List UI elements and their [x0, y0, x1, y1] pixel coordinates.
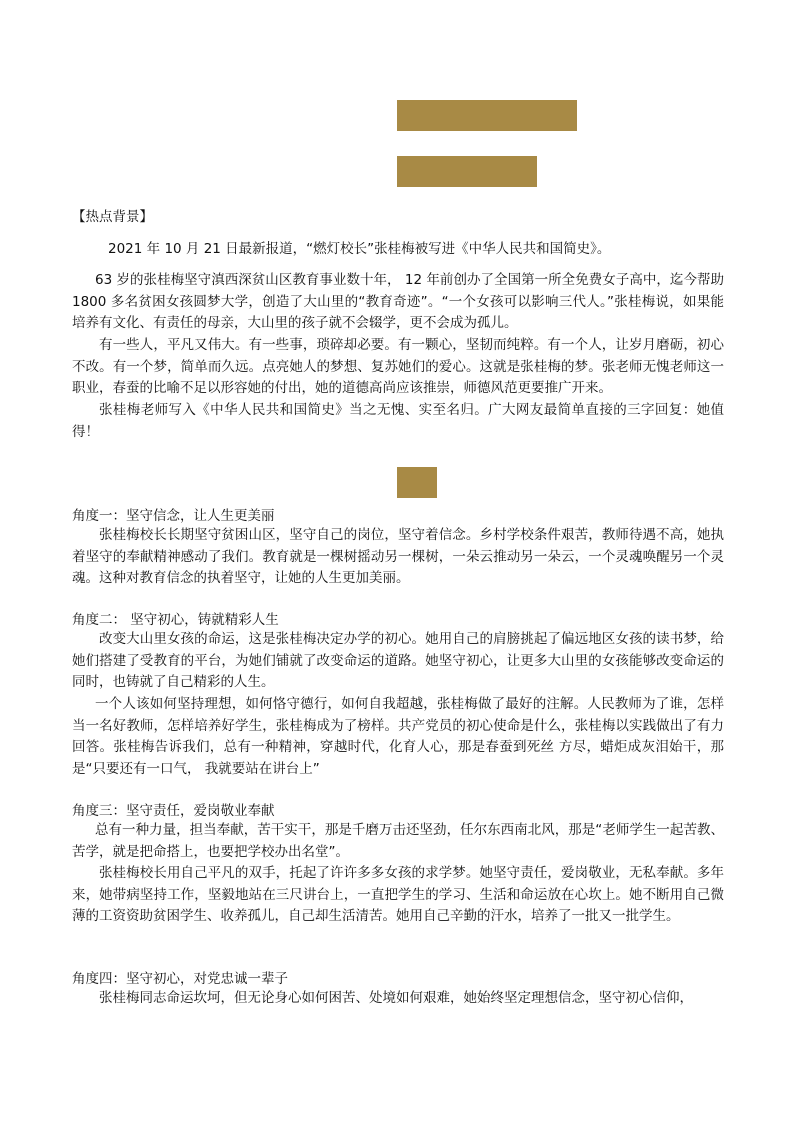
angle-2-paragraph-2: 一个人该如何坚持理想，如何恪守德行，如何自我超越，张桂梅做了最好的注解。人民教师为了谁，怎样当一名好教师，怎样培养好学生，张桂梅成为了榜样。共产党员的初心使命是什么，张桂梅以实践做出了有力回答。张桂梅告诉我们，总有一种精神，穿越时代，化育人心，那是春蚕到死丝 方尽，蜡炬成灰泪始干，那是“只要还有一口气， 我就要站在讲台上”	[72, 696, 724, 777]
title-bar-second	[397, 156, 537, 187]
title-bar-top	[397, 100, 577, 131]
angle-1-paragraph-1: 张桂梅校长长期坚守贫困山区，坚守自己的岗位，坚守着信念。乡村学校条件艰苦，教师待遇不高，她执着坚守的奉献精神感动了我们。教育就是一棵树摇动另一棵树，一朵云推动另一朵云，一个灵魂唤醒另一个灵魂。这种对教育信念的执着坚守，让她的人生更加美丽。	[72, 527, 724, 586]
hot-background-paragraph-2: 有一些人，平凡又伟大。有一些事，琐碎却必要。有一颗心，坚韧而纯粹。有一个人，让岁月磨砺，初心不改。有一个梦，简单而久远。点亮她人的梦想、复苏她们的爱心。这就是张桂梅的梦。张老师无愧老师这一职业，春蚕的比喻不足以形容她的付出，她的道德高尚应该推崇，师德风范更要推广开来。	[72, 337, 724, 396]
angle-4-paragraph-1: 张桂梅同志命运坎坷，但无论身心如何困苦、处境如何艰难，她始终坚定理想信念，坚守初心信仰，	[99, 990, 693, 1006]
angle-4-heading: 角度四：坚守初心，对党忠诚一辈子	[72, 971, 288, 987]
angle-3-paragraph-2: 张桂梅校长用自己平凡的双手，托起了许许多多女孩的求学梦。她坚守责任，爱岗敬业，无私奉献。多年来，她带病坚持工作，坚毅地站在三尺讲台上，一直把学生的学习、生活和命运放在心坎上。她不断用自己微薄的工资资助贫困学生、收养孤儿，自己却生活清苦。她用自己辛勤的汗水，培养了一批又一批学生。	[72, 865, 724, 924]
angle-2-heading: 角度二： 坚守初心，铸就精彩人生	[72, 612, 279, 628]
angle-2-paragraph-1: 改变大山里女孩的命运，这是张桂梅决定办学的初心。她用自己的肩膀挑起了偏远地区女孩的读书梦，给她们搭建了受教育的平台，为她们铺就了改变命运的道路。她坚守初心，让更多大山里的女孩能够改变命运的同时，也铸就了自己精彩的人生。	[72, 631, 724, 690]
hot-background-paragraph-3: 张桂梅老师写入《中华人民共和国简史》当之无愧、实至名归。广大网友最简单直接的三字回复：她值得！	[72, 402, 724, 440]
hot-background-label: 【热点背景】	[72, 209, 153, 225]
angle-1-heading: 角度一：坚守信念，让人生更美丽	[72, 508, 275, 524]
angle-3-heading: 角度三：坚守责任，爱岗敬业奉献	[72, 803, 275, 819]
hot-background-lead: 2021 年 10 月 21 日最新报道，“燃灯校长”张桂梅被写进《中华人民共和国简史》。	[108, 241, 611, 257]
section-bar-angles	[397, 467, 437, 498]
hot-background-paragraph-1: 63 岁的张桂梅坚守滇西深贫山区教育事业数十年， 12 年前创办了全国第一所全免费女子高中，迄今帮助 1800 多名贫困女孩圆梦大学，创造了大山里的“教育奇迹”。“一个女孩可以影响三代人。”张桂梅说，如果能培养有文化、有责任的母亲，大山里的孩子就不会辍学，更不会成为孤儿。	[72, 272, 724, 331]
angle-3-paragraph-1: 总有一种力量，担当奉献，苦干实干，那是千磨万击还坚劲，任尔东西南北风，那是“老师学生一起苦教、苦学，就是把命搭上，也要把学校办出名堂”。	[72, 822, 724, 860]
